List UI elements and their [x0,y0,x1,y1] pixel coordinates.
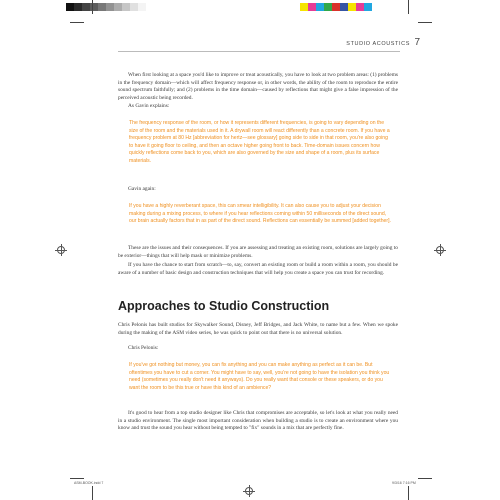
header-rule [118,51,400,52]
body-paragraph: Chris Pelonis: [128,345,159,351]
body-paragraph: If you have the chance to start from scratch—to, say, convert an existing room or build a room within a room, you should be aware of a number of basic design and construction techniques that will help you create a space you can trust for recording. [118,262,398,276]
printer-gray-bar [66,3,146,11]
crop-mark-top-left [70,22,84,23]
body-paragraph: As Gavin explains: [128,103,170,109]
gray-swatch [106,3,114,11]
slug-file-name: ASM-BOOK.indd 7 [74,481,104,485]
gray-swatch [122,3,130,11]
registration-mark-left-icon [57,246,65,254]
color-swatch [332,3,340,11]
slug-timestamp: 9/3/16 7:16 PM [392,481,416,485]
body-paragraph: It's good to hear from a top studio designer like Chris that compromises are acceptable, so let's look at what you really need in a studio environment. The single most important consideration when building a studio is to create an environment where you know and trust the sound you hear without being tempted to "fix" sounds in a mix that are perfectly fine. [118,410,398,432]
registration-mark-bottom-icon [245,487,253,495]
color-swatch [356,3,364,11]
running-head: STUDIO ACOUSTICS [346,41,410,47]
color-swatch [308,3,316,11]
pull-quote: If you've got nothing but money, you can fix anything and you can make anything as perfect as it can be. But oftentimes you have to cut a corner. You might have to say, well, you're not going to have the isolation you think you need (sometimes you really don't need it anyways). Do you really want that console or these speakers, or do you want the room to be this true or have this kind of an ambience? [129,362,390,391]
gray-swatch [114,3,122,11]
color-swatch [340,3,348,11]
crop-mark-top-right [418,22,432,23]
color-swatch [364,3,372,11]
color-swatch [372,3,380,11]
registration-mark-right-icon [436,246,444,254]
color-swatch [300,3,308,11]
crop-mark-bottom-right [408,486,409,500]
section-heading: Approaches to Studio Construction [118,299,330,313]
gray-swatch [74,3,82,11]
body-paragraph: Gavin again: [128,186,156,192]
gray-swatch [82,3,90,11]
color-swatch [316,3,324,11]
page-number: 7 [414,37,420,48]
crop-mark-bottom-left [70,478,84,479]
body-paragraph: Chris Pelonis has built studios for Skywalker Sound, Disney, Jeff Bridges, and Jack White, to name but a few. When we spoke during the making of the ASM video series, he was quick to point out that there is no universal solution. [118,322,398,336]
gray-swatch [66,3,74,11]
body-paragraph: These are the issues and their consequences. If you are assessing and treating an existing room, solutions are largely going to be exterior—things that will help mask or minimize problems. [118,245,398,259]
pull-quote: If you have a highly reverberant space, this can smear intelligibility. It can also cause you to adjust your decision making during a mixing process, to where if you hear reflections coming within 50 milliseconds of the direct sound, our brain actually factors that in as part of the direct sound. Reflections can essentially be summed [added together]. [129,203,391,225]
color-swatch [348,3,356,11]
printer-color-bar [300,3,380,11]
gray-swatch [138,3,146,11]
gray-swatch [130,3,138,11]
crop-mark-top-left [92,0,93,14]
body-paragraph: When first looking at a space you'd like to improve or treat acoustically, you have to look at two problem areas: (1) problems in the frequency domain—which will affect frequency response or, in other words, the ability of the room to reproduce the entire sound spectrum faithfully; and (2) problems in the time domain—caused by reflections that might give a false impression of the perceived acoustic being recorded. [118,72,398,101]
crop-mark-bottom-left [92,486,93,500]
pull-quote: The frequency response of the room, or how it represents different frequencies, is going to vary depending on the size of the room and the materials used in it. A drywall room will react differently than a concrete room. If you have a frequency problem at 80 Hz [abbreviation for hertz—see glossary] going side to side in that room, you're also going to have it going floor to ceiling, and then an octave higher going front to back. Time-domain issues concern how quickly reflections come back to you, which are also governed by the size and shape of a room, plus its surface materials. [129,120,390,164]
gray-swatch [98,3,106,11]
crop-mark-bottom-right [418,478,432,479]
color-swatch [324,3,332,11]
crop-mark-top-right [408,0,409,14]
